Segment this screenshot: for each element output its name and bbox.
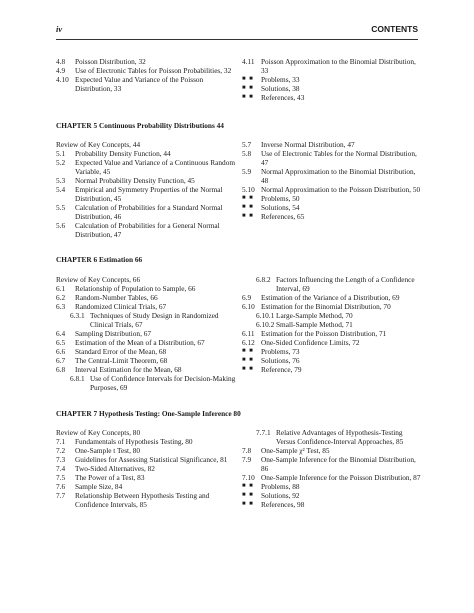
toc-entry [56,293,236,302]
toc-entry-title: Estimation of the Variance of a Distribution, 69 [261,293,400,302]
toc-entry-title: One-Sample Inference for the Binomial Distribution, 86 [261,455,416,473]
toc-entry [56,428,236,437]
toc-entry-number: 4.8 [56,57,66,66]
toc-entry [56,302,236,311]
toc-entry-title: Small-Sample Method, 71 [276,320,353,329]
toc-entry-title: Calculation of Probabilities for a Standard Normal Distribution, 46 [75,203,223,221]
toc-entry-number: 7.2 [56,446,66,455]
toc-entry-title: Sampling Distribution, 67 [75,329,152,338]
toc-entry [56,356,236,365]
toc-entry [242,473,422,482]
toc-entry-number: 6.8.2 [256,275,271,284]
toc-entry-number: 6.5 [56,338,66,347]
page-header [56,24,418,36]
toc-entry [56,374,236,392]
toc-entry [56,176,236,185]
toc-entry-number: 6.8.1 [70,374,85,383]
toc-entry [56,311,236,329]
chapter-5-heading: CHAPTER 5 Continuous Probability Distributions 44 [56,121,224,130]
toc-entry-title: Normal Probability Density Function, 45 [75,176,195,185]
toc-entry [56,66,236,75]
toc-entry-number: 5.3 [56,176,66,185]
toc-entry-number: 5.9 [242,167,252,176]
toc-entry-title: Normal Approximation to the Poisson Distribution, 50 [261,185,421,194]
toc-entry-title: References, 65 [261,212,305,221]
toc-entry [56,185,236,203]
page-number: iv [56,24,63,34]
square-bullet-icon: ■ ■ [242,76,254,82]
toc-entry [56,464,236,473]
toc-entry-title: Estimation of the Mean of a Distribution, 67 [75,338,205,347]
toc-entry-title: One-Sample Inference for the Poisson Distribution, 87 [261,473,421,482]
square-bullet-icon: ■ ■ [242,483,254,489]
toc-entry [56,473,236,482]
square-bullet-icon: ■ ■ [242,501,254,507]
toc-entry [242,329,422,338]
toc-entry-title: Use of Confidence Intervals for Decision-Making Purposes, 69 [90,374,236,392]
toc-entry-number: 6.8 [56,365,66,374]
square-bullet-icon: ■ ■ [242,85,254,91]
toc-column-left [56,57,236,93]
toc-entry [242,500,422,509]
toc-entry [56,275,236,284]
toc-entry-title: One-Sample χ² Test, 85 [261,446,330,455]
toc-entry-number: 6.10.1 [256,311,275,320]
toc-entry-title: References, 43 [261,93,305,102]
toc-entry-number: 7.7.1 [256,428,271,437]
toc-entry-number: 7.5 [56,473,66,482]
toc-entry-number: 6.9 [242,293,252,302]
square-bullet-icon: ■ ■ [242,213,254,219]
toc-column-right [242,140,422,221]
toc-entry [242,194,422,203]
toc-entry [56,57,236,66]
toc-entry [242,365,422,374]
toc-entry-title: Problems, 33 [261,75,300,84]
toc-entry-title: Randomized Clinical Trials, 67 [75,302,167,311]
toc-entry [242,93,422,102]
toc-entry-title: Relative Advantages of Hypothesis-Testing Versus Confidence-Interval Approaches, 85 [276,428,404,446]
toc-entry [242,185,422,194]
toc-column-right [242,57,422,102]
toc-entry-number: 5.10 [242,185,255,194]
toc-entry [56,482,236,491]
toc-entry-title: One-Sided Confidence Limits, 72 [261,338,360,347]
toc-entry-title: Estimation for the Binomial Distribution, 70 [261,302,391,311]
toc-entry [242,75,422,84]
toc-entry [242,57,422,75]
square-bullet-icon: ■ ■ [242,492,254,498]
toc-entry-number: 7.10 [242,473,255,482]
toc-entry-title: References, 98 [261,500,305,509]
header-rule [56,39,418,40]
toc-entry [56,284,236,293]
toc-entry-title: Random-Number Tables, 66 [75,293,158,302]
toc-entry-title: Standard Error of the Mean, 68 [75,347,167,356]
toc-entry [242,347,422,356]
toc-entry-title: Problems, 50 [261,194,300,203]
square-bullet-icon: ■ ■ [242,204,254,210]
toc-entry [242,84,422,93]
toc-entry-number: 6.10.2 [256,320,275,329]
toc-entry-title: Factors Influencing the Length of a Confidence Interval, 69 [276,275,415,293]
toc-entry-title: Solutions, 92 [261,491,300,500]
toc-entry-title: Normal Approximation to the Binomial Distribution, 48 [261,167,416,185]
toc-entry-title: Sample Size, 84 [75,482,123,491]
toc-entry [56,437,236,446]
toc-entry-title: Techniques of Study Design in Randomized Clinical Trials, 67 [90,311,219,329]
toc-entry-number: 6.1 [56,284,66,293]
toc-entry [56,338,236,347]
toc-entry [242,338,422,347]
toc-column-left [56,140,236,239]
toc-entry-number: 5.4 [56,185,66,194]
toc-entry-number: 5.1 [56,149,66,158]
toc-entry [242,356,422,365]
toc-entry-title: Large-Sample Method, 70 [276,311,353,320]
toc-entry-title: Solutions, 54 [261,203,300,212]
toc-entry [242,491,422,500]
toc-entry-title: Review of Key Concepts, 80 [56,428,141,437]
square-bullet-icon: ■ ■ [242,348,254,354]
toc-entry-number: 7.3 [56,455,66,464]
toc-entry-number: 5.8 [242,149,252,158]
square-bullet-icon: ■ ■ [242,366,254,372]
toc-entry-title: Probability Density Function, 44 [75,149,171,158]
toc-entry [242,140,422,149]
toc-entry-number: 7.8 [242,446,252,455]
toc-entry-title: Expected Value and Variance of a Continuous Random Variable, 45 [75,158,236,176]
toc-entry [56,140,236,149]
toc-entry-title: Solutions, 76 [261,356,300,365]
toc-entry [242,149,422,167]
toc-column-right [242,428,422,509]
toc-entry-number: 7.1 [56,437,66,446]
toc-entry-title: Empirical and Symmetry Properties of the Normal Distribution, 45 [75,185,223,203]
toc-entry [56,329,236,338]
toc-entry [56,347,236,356]
toc-column-right [242,275,422,374]
toc-entry-number: 6.3 [56,302,66,311]
running-title: CONTENTS [371,24,418,34]
toc-entry-title: Poisson Distribution, 32 [75,57,146,66]
toc-entry-title: Review of Key Concepts, 44 [56,140,141,149]
toc-entry-title: Estimation for the Poisson Distribution, 71 [261,329,387,338]
toc-entry-title: Two-Sided Alternatives, 82 [75,464,155,473]
square-bullet-icon: ■ ■ [242,357,254,363]
toc-entry-number: 4.9 [56,66,66,75]
toc-entry-number: 7.7 [56,491,66,500]
toc-entry-title: One-Sample t Test, 80 [75,446,141,455]
toc-entry-title: Relationship of Population to Sample, 66 [75,284,196,293]
toc-entry-number: 4.11 [242,57,255,66]
square-bullet-icon: ■ ■ [242,195,254,201]
toc-entry [242,203,422,212]
toc-entry [242,275,422,293]
toc-entry [242,455,422,473]
toc-entry-title: The Central-Limit Theorem, 68 [75,356,168,365]
toc-entry-title: Solutions, 38 [261,84,300,93]
toc-entry-number: 6.10 [242,302,255,311]
toc-entry [242,482,422,491]
toc-entry-title: The Power of a Test, 83 [75,473,145,482]
toc-entry-title: Problems, 88 [261,482,300,491]
toc-entry [56,75,236,93]
toc-entry [242,446,422,455]
toc-entry-title: Reference, 79 [261,365,302,374]
toc-entry-number: 7.4 [56,464,66,473]
toc-entry-title: Problems, 73 [261,347,300,356]
toc-entry [242,311,422,320]
toc-entry-number: 6.7 [56,356,66,365]
chapter-7-heading: CHAPTER 7 Hypothesis Testing: One-Sample Inference 80 [56,409,241,418]
toc-entry-number: 7.9 [242,455,252,464]
toc-entry-number: 6.4 [56,329,66,338]
toc-entry [242,212,422,221]
toc-entry [242,428,422,446]
toc-entry-title: Relationship Between Hypothesis Testing and Confidence Intervals, 85 [75,491,210,509]
toc-entry-number: 6.3.1 [70,311,85,320]
toc-entry [242,293,422,302]
toc-entry [56,203,236,221]
toc-column-left [56,275,236,392]
toc-entry [56,491,236,509]
toc-entry [242,320,422,329]
chapter-6-heading: CHAPTER 6 Estimation 66 [56,255,143,264]
toc-entry-number: 7.6 [56,482,66,491]
toc-entry-number: 5.7 [242,140,252,149]
toc-entry [56,221,236,239]
toc-entry-number: 5.6 [56,221,66,230]
toc-entry [56,455,236,464]
square-bullet-icon: ■ ■ [242,94,254,100]
toc-entry-title: Interval Estimation for the Mean, 68 [75,365,182,374]
toc-entry [56,149,236,158]
toc-entry-title: Expected Value and Variance of the Poisson Distribution, 33 [75,75,204,93]
toc-entry-title: Guidelines for Assessing Statistical Significance, 81 [75,455,228,464]
toc-entry [242,167,422,185]
toc-entry-title: Poisson Approximation to the Binomial Distribution, 33 [261,57,416,75]
toc-entry-number: 5.2 [56,158,66,167]
toc-entry-title: Calculation of Probabilities for a General Normal Distribution, 47 [75,221,220,239]
toc-entry-title: Fundamentals of Hypothesis Testing, 80 [75,437,193,446]
toc-entry [242,302,422,311]
toc-entry-number: 6.12 [242,338,255,347]
toc-entry-number: 4.10 [56,75,69,84]
toc-entry [56,158,236,176]
toc-entry [56,446,236,455]
toc-column-left [56,428,236,509]
toc-entry-number: 6.6 [56,347,66,356]
toc-entry-title: Use of Electronic Tables for Poisson Probabilities, 32 [75,66,232,75]
toc-entry-title: Use of Electronic Tables for the Normal Distribution, 47 [261,149,417,167]
toc-entry [56,365,236,374]
toc-entry-number: 6.11 [242,329,255,338]
toc-entry-number: 6.2 [56,293,66,302]
toc-entry-title: Inverse Normal Distribution, 47 [261,140,355,149]
toc-entry-title: Review of Key Concepts, 66 [56,275,141,284]
toc-entry-number: 5.5 [56,203,66,212]
